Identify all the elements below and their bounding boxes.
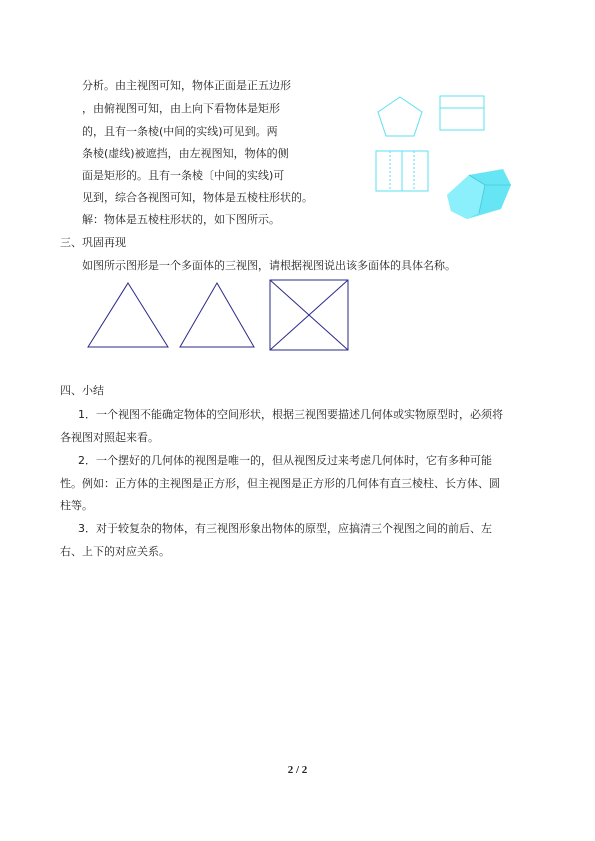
- analysis-line-2: ，由俯视图可知，由上向下看物体是矩形: [82, 102, 280, 115]
- triangle-side-view: [178, 281, 256, 349]
- square-with-diagonals-top-view: [268, 278, 350, 352]
- summary-point-1-line-1: 1．一个视图不能确定物体的空间形状，根据三视图要描述几何体或实物原型时，必须将: [78, 408, 503, 421]
- summary-point-3-line-1: 3．对于较复杂的物体，有三视图形象出物体的原型，应搞清三个视图之间的前后、左: [78, 522, 492, 535]
- pentagonal-prism-solid: [441, 163, 513, 225]
- analysis-answer: 解：物体是五棱柱形状的，如下图所示。: [82, 213, 280, 226]
- rectangle-top-view: [438, 94, 486, 132]
- analysis-line-3: 的，且有一条棱(中间的实线)可见到。两: [82, 125, 278, 138]
- pentagon-front-view: [374, 93, 426, 139]
- summary-point-2-line-2: 性。例如：正方体的主视图是正方形，但主视图是正方形的几何体有直三棱柱、长方体、圆: [60, 477, 500, 490]
- triangle-front-view: [86, 281, 170, 349]
- section3-question: 如图所示图形是一个多面体的三视图，请根据视图说出该多面体的具体名称。: [82, 259, 456, 272]
- rectangle-side-view: [374, 149, 430, 193]
- summary-point-3-line-2: 右、上下的对应关系。: [60, 545, 170, 558]
- analysis-line-6: 见到，综合各视图可知，物体是五棱柱形状的。: [82, 191, 313, 204]
- summary-point-2-line-3: 柱等。: [60, 499, 93, 512]
- summary-point-1-line-2: 各视图对照起来看。: [60, 431, 159, 444]
- summary-point-2-line-1: 2．一个摆好的几何体的视图是唯一的，但从视图反过来考虑几何体时，它有多种可能: [78, 454, 492, 467]
- analysis-line-5: 面是矩形的。且有一条棱〔中间的实线)可: [82, 169, 285, 182]
- section4-heading: 四、小结: [60, 384, 104, 397]
- analysis-line-1: 分析。由主视图可知，物体正面是正五边形: [82, 79, 291, 92]
- section3-heading: 三、巩固再现: [60, 236, 126, 249]
- page-number: 2 / 2: [287, 764, 308, 776]
- analysis-line-4: 条棱(虚线)被遮挡，由左视图知，物体的侧: [82, 147, 289, 160]
